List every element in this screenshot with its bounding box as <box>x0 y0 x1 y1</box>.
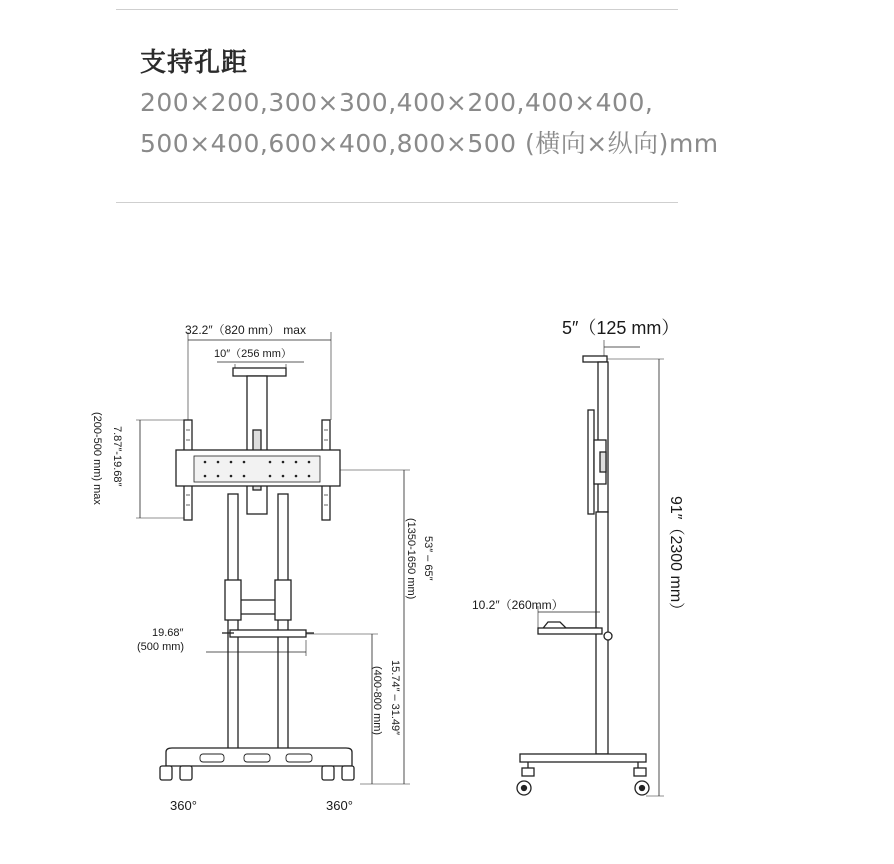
spec-line-2: 500×400,600×400,800×500 (横向×纵向)mm <box>140 129 719 158</box>
vertical-range-in-label: 7.87″-19.68″ <box>111 426 123 487</box>
front-width-label: 32.2″（820 mm） max <box>185 323 306 337</box>
shelf-width-in-label: 19.68″ <box>152 627 184 639</box>
shelf-height-mm-label: (400-800 mm) <box>371 666 383 736</box>
top-depth-label: 5″（125 mm） <box>562 318 680 338</box>
wheel-right-label: 360° <box>326 798 353 813</box>
column-spacing-label: 10″（256 mm） <box>214 348 292 360</box>
spec-line-1: 200×200,300×300,400×200,400×400, <box>140 88 654 117</box>
total-height-label: 91″（2300 mm） <box>667 496 684 619</box>
height-mm-label: (1350-1650 mm) <box>405 518 417 600</box>
front-view <box>136 332 410 784</box>
shelf-depth-label: 10.2″（260mm） <box>472 598 564 612</box>
shelf-height-in-label: 15.74″ – 31.49″ <box>389 660 401 736</box>
page-title: 支持孔距 <box>140 48 249 78</box>
vertical-range-label: (200-500 mm) max <box>91 412 103 505</box>
shelf-width-mm-label: (500 mm) <box>137 641 185 653</box>
height-in-label: 53″ – 65″ <box>422 536 434 581</box>
wheel-left-label: 360° <box>170 798 197 813</box>
side-view <box>517 340 664 796</box>
